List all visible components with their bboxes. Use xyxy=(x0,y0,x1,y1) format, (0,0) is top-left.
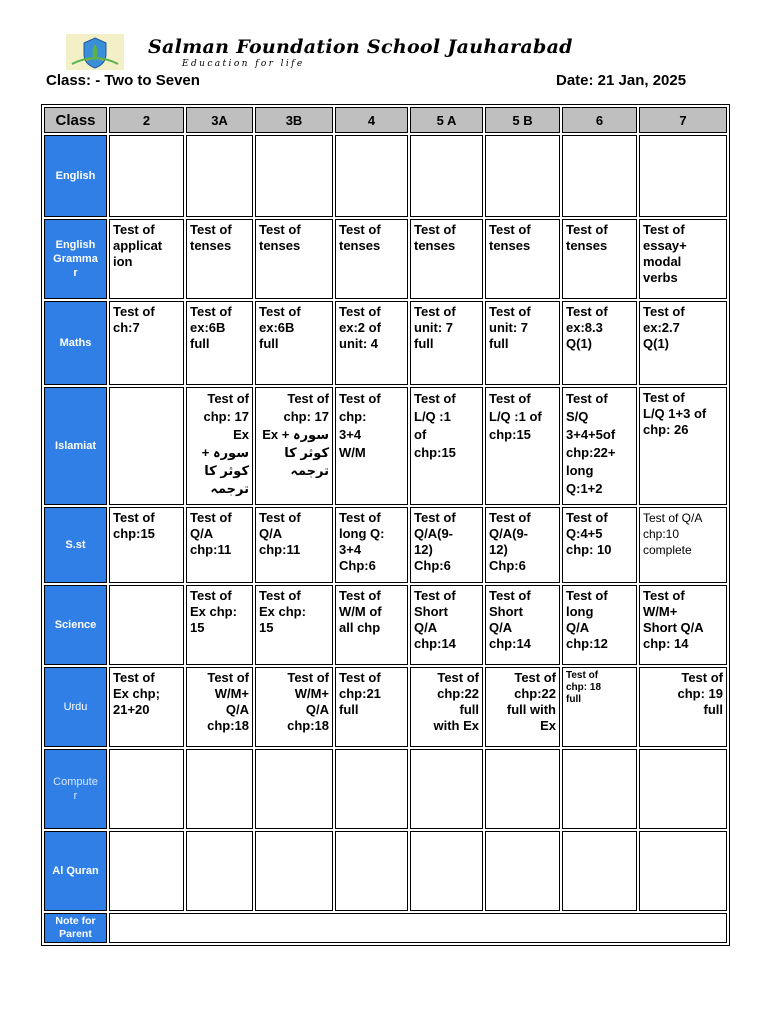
table-cell: Test of unit: 7 full xyxy=(485,301,560,385)
column-header: 6 xyxy=(562,107,637,133)
column-header: 7 xyxy=(639,107,727,133)
table-cell: Test of tenses xyxy=(186,219,253,299)
table-cell xyxy=(109,749,184,829)
table-cell: Test of tenses xyxy=(485,219,560,299)
table-row xyxy=(44,585,727,665)
table-cell xyxy=(255,831,333,911)
table-cell: Test of tenses xyxy=(410,219,483,299)
table-cell xyxy=(186,749,253,829)
note-label: Note for Parent xyxy=(44,913,107,943)
table-cell xyxy=(485,135,560,217)
table-cell: Test of ex:8.3 Q(1) xyxy=(562,301,637,385)
subject-label: Al Quran xyxy=(44,831,107,911)
table-cell xyxy=(186,135,253,217)
table-cell: Test of chp: 18 full xyxy=(562,667,637,747)
table-cell: Test of W/M+ Q/A chp:18 xyxy=(186,667,253,747)
table-cell xyxy=(335,831,408,911)
school-name: Salman Foundation School Jauharabad xyxy=(148,36,573,58)
subject-label: Urdu xyxy=(44,667,107,747)
table-cell: Test of L/Q :1 of chp:15 xyxy=(485,387,560,505)
date-label: Date: 21 Jan, 2025 xyxy=(556,72,687,89)
table-row xyxy=(44,507,727,583)
table-cell: Test of L/Q 1+3 of chp: 26 xyxy=(639,387,727,505)
table-cell: Test of L/Q :1 of chp:15 xyxy=(410,387,483,505)
table-cell: Test of Q/A chp:10 complete xyxy=(639,507,727,583)
header-row xyxy=(44,107,727,133)
table-row xyxy=(44,219,727,299)
school-tagline: Education for life xyxy=(182,59,305,69)
subject-label: Science xyxy=(44,585,107,665)
column-header: 3B xyxy=(255,107,333,133)
table-cell: Test of W/M of all chp xyxy=(335,585,408,665)
table-cell xyxy=(109,585,184,665)
table-cell: Test of essay+ modal verbs xyxy=(639,219,727,299)
table-cell xyxy=(562,135,637,217)
subject-label: Islamiat xyxy=(44,387,107,505)
table-cell: Test of long Q: 3+4 Chp:6 xyxy=(335,507,408,583)
table-row xyxy=(44,301,727,385)
table-cell: Test of Ex chp: 15 xyxy=(255,585,333,665)
table-cell: Test of chp: 19 full xyxy=(639,667,727,747)
table-cell: Test of Q/A chp:11 xyxy=(186,507,253,583)
table-cell xyxy=(335,135,408,217)
column-header: 5 A xyxy=(410,107,483,133)
table-row xyxy=(44,831,727,911)
table-cell xyxy=(109,387,184,505)
table-cell: Test of S/Q 3+4+5of chp:22+ long Q:1+2 xyxy=(562,387,637,505)
table-cell xyxy=(255,135,333,217)
class-range: Class: - Two to Seven xyxy=(46,72,200,89)
note-row xyxy=(44,913,727,943)
table-cell: Test of chp: 17 Ex + سورہ کوثر کا ترجمہ xyxy=(186,387,253,505)
table-cell xyxy=(562,749,637,829)
subject-label: S.st xyxy=(44,507,107,583)
subject-label: Compute r xyxy=(44,749,107,829)
table-cell: Test of Q/A chp:11 xyxy=(255,507,333,583)
table-cell xyxy=(109,831,184,911)
column-header: 5 B xyxy=(485,107,560,133)
table-cell xyxy=(639,831,727,911)
table-cell xyxy=(485,749,560,829)
table-cell: Test of W/M+ Q/A chp:18 xyxy=(255,667,333,747)
table-cell xyxy=(410,749,483,829)
table-cell xyxy=(186,831,253,911)
table-cell xyxy=(410,135,483,217)
table-cell: Test of Short Q/A chp:14 xyxy=(410,585,483,665)
table-cell: Test of ex:2.7 Q(1) xyxy=(639,301,727,385)
table-cell xyxy=(562,831,637,911)
table-cell: Test of long Q/A chp:12 xyxy=(562,585,637,665)
table-cell xyxy=(639,749,727,829)
table-cell: Test of ex:2 of unit: 4 xyxy=(335,301,408,385)
school-logo xyxy=(66,34,124,70)
table-cell: Test of Q/A(9- 12) Chp:6 xyxy=(410,507,483,583)
table-cell: Test of Ex chp; 21+20 xyxy=(109,667,184,747)
column-header: 2 xyxy=(109,107,184,133)
subject-label: English xyxy=(44,135,107,217)
table-cell xyxy=(255,749,333,829)
table-cell xyxy=(639,135,727,217)
table-row xyxy=(44,135,727,217)
table-cell: Test of unit: 7 full xyxy=(410,301,483,385)
table-cell: Test of tenses xyxy=(255,219,333,299)
table-cell: Test of Q/A(9- 12) Chp:6 xyxy=(485,507,560,583)
table-row xyxy=(44,749,727,829)
table-cell: Test of chp:22 full with Ex xyxy=(410,667,483,747)
table-cell: Test of Ex chp: 15 xyxy=(186,585,253,665)
table-cell: Test of chp:21 full xyxy=(335,667,408,747)
table-cell: Test of W/M+ Short Q/A chp: 14 xyxy=(639,585,727,665)
subject-label: English Gramma r xyxy=(44,219,107,299)
table-cell: Test of ch:7 xyxy=(109,301,184,385)
table-row xyxy=(44,387,727,505)
table-row xyxy=(44,667,727,747)
class-header: Class xyxy=(44,107,107,133)
table-cell: Test of applicat ion xyxy=(109,219,184,299)
table-cell: Test of tenses xyxy=(335,219,408,299)
note-field xyxy=(109,913,727,943)
table-cell xyxy=(109,135,184,217)
table-cell: Test of Q:4+5 chp: 10 xyxy=(562,507,637,583)
table-cell xyxy=(410,831,483,911)
test-schedule-table xyxy=(41,104,730,946)
table-cell: Test of ex:6B full xyxy=(255,301,333,385)
table-cell xyxy=(485,831,560,911)
table-cell xyxy=(335,749,408,829)
table-cell: Test of ex:6B full xyxy=(186,301,253,385)
table-cell: Test of chp: 17 Ex + سورہ کوثر کا ترجمہ xyxy=(255,387,333,505)
table-cell: Test of chp: 3+4 W/M xyxy=(335,387,408,505)
column-header: 3A xyxy=(186,107,253,133)
table-cell: Test of Short Q/A chp:14 xyxy=(485,585,560,665)
subject-label: Maths xyxy=(44,301,107,385)
table-cell: Test of tenses xyxy=(562,219,637,299)
table-cell: Test of chp:15 xyxy=(109,507,184,583)
table-cell: Test of chp:22 full with Ex xyxy=(485,667,560,747)
column-header: 4 xyxy=(335,107,408,133)
